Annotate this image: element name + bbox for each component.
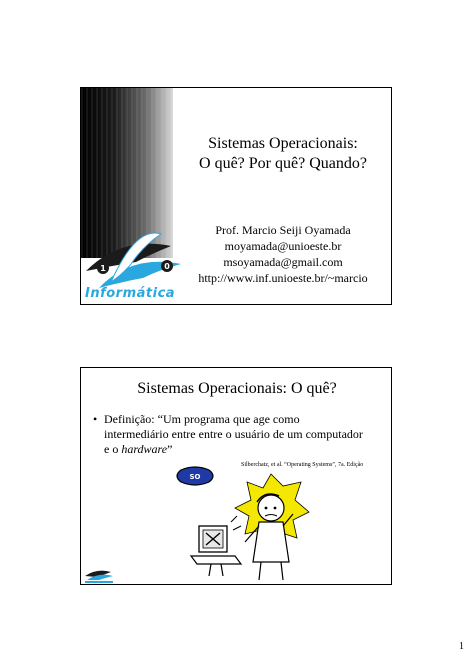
definition-text: Definição: “Um programa que age como intermediário entre entre o usuário de um computador e o: [104, 412, 363, 456]
citation: Silberchatz, et al. “Operating Systems”, 7a. Edição: [241, 462, 364, 468]
slide1-title: [177, 134, 389, 174]
page-number: 1: [459, 641, 464, 652]
logo-digit-left: 1: [100, 264, 106, 273]
author-name: Prof. Marcio Seiji Oyamada: [215, 223, 351, 237]
email-1: moyamada@unioeste.br: [224, 239, 342, 253]
title-line-2: O quê? Por quê? Quando?: [199, 155, 367, 172]
informatica-logo-small: [83, 566, 115, 584]
logo-text: Informática: [85, 286, 176, 301]
so-label: SO: [189, 473, 201, 481]
homepage-url: http://www.inf.unioeste.br/~marcio: [198, 271, 368, 285]
email-2: msoyamada@gmail.com: [223, 255, 343, 269]
definition-bullet: [93, 412, 366, 457]
slide2-title: Sistemas Operacionais: O quê?: [137, 380, 337, 397]
slide-2: [80, 367, 392, 585]
logo-digit-right: 0: [164, 262, 170, 271]
definition-italic: hardware: [121, 442, 168, 456]
title-line-1: Sistemas Operacionais:: [208, 135, 358, 152]
slide-1: [80, 87, 392, 305]
confused-user-clipart: [161, 464, 311, 584]
author-block: [177, 222, 389, 286]
bullet-mark: •: [93, 412, 98, 426]
definition-end: ”: [167, 442, 173, 456]
